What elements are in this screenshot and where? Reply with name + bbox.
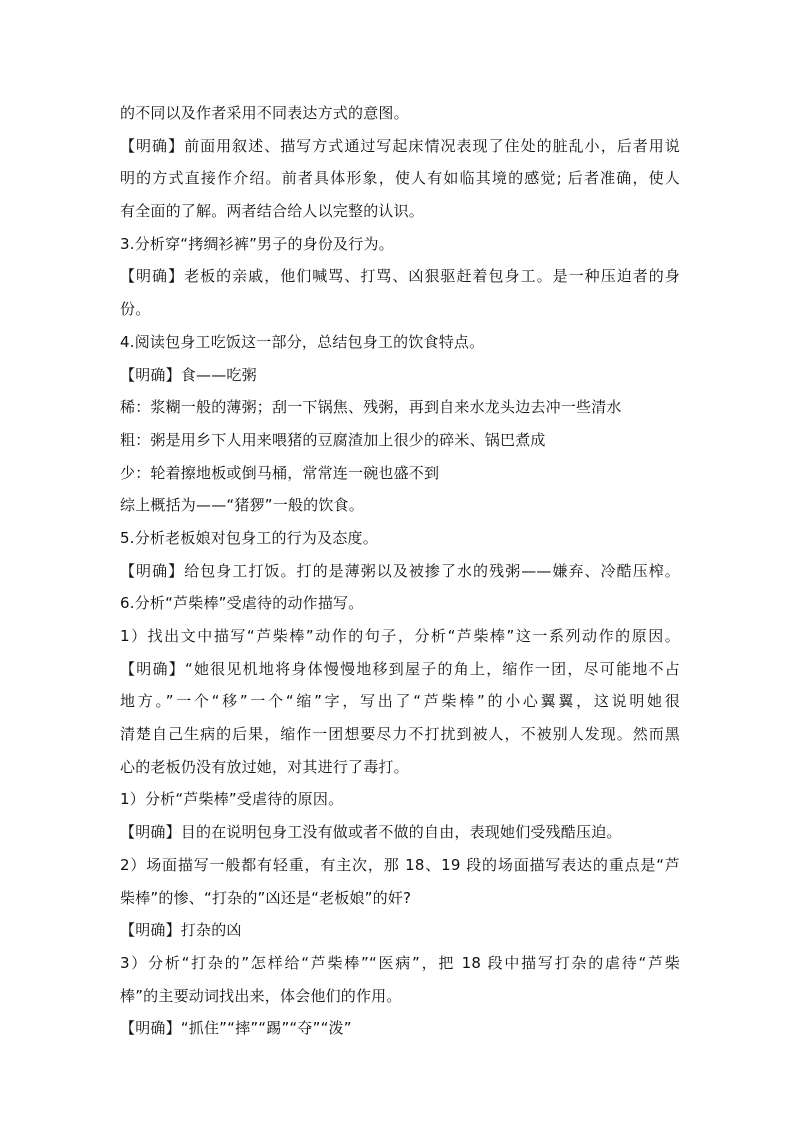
text-line: 【明确】打杂的凶 (120, 921, 242, 940)
text-line: 稀：浆糊一般的薄粥；刮一下锅焦、残粥，再到自来水龙头边去冲一些清水 (120, 398, 622, 417)
question-heading: 4.阅读包身工吃饭这一部分，总结包身工的饮食特点。 (120, 332, 485, 351)
text-line: 柴棒”的惨、“打杂的”凶还是“老板娘”的奸? (120, 888, 412, 907)
text-line: 份。 (120, 300, 151, 319)
text-line: 1）分析“芦柴棒”受虐待的原因。 (120, 790, 344, 809)
text-line: 【明确】老板的亲戚，他们喊骂、打骂、凶狠驱赶着包身工。是一种压迫者的身 (120, 267, 680, 286)
text-line: 2）场面描写一般都有轻重，有主次，那 18、19 段的场面描写表达的重点是“芦 (120, 855, 680, 874)
text-line: 【明确】食——吃粥 (120, 365, 257, 384)
text-line: 棒”的主要动词找出来，体会他们的作用。 (120, 986, 402, 1005)
text-line: 【明确】目的在说明包身工没有做或者不做的自由，表现她们受残酷压迫。 (120, 823, 622, 842)
text-line: 清楚自己生病的后果，缩作一团想要尽力不打扰到被人，不被别人发现。然而黑 (120, 725, 680, 744)
text-line: 1）找出文中描写“芦柴棒”动作的句子，分析“芦柴棒”这一系列动作的原因。 (120, 627, 680, 645)
text-line: 心的老板仍没有放过她，对其进行了毒打。 (120, 757, 409, 776)
question-heading: 3.分析穿“拷绸衫裤”男子的身份及行为。 (120, 234, 394, 253)
text-line: 明的方式直接作介绍。前者具体形象，使人有如临其境的感觉; 后者准确，使人 (120, 169, 680, 188)
text-line: 的不同以及作者采用不同表达方式的意图。 (120, 104, 409, 122)
question-heading: 6.分析“芦柴棒”受虐待的动作描写。 (120, 594, 364, 613)
text-line: 少：轮着擦地板或倒马桶，常常连一碗也盛不到 (120, 463, 440, 482)
text-line: 【明确】给包身工打饭。打的是薄粥以及被掺了水的残粥——嫌弃、冷酷压榨。 (120, 561, 680, 580)
text-line: 【明确】前面用叙述、描写方式通过写起床情况表现了住处的脏乱小，后者用说 (120, 136, 680, 155)
text-line: 综上概括为——“猪猡”一般的饮食。 (120, 496, 364, 515)
text-line: 【明确】“她很见机地将身体慢慢地移到屋子的角上，缩作一团，尽可能地不占 (120, 659, 680, 678)
text-line: 3）分析“打杂的”怎样给“芦柴棒”“医病”，把 18 段中描写打杂的虐待“芦柴 (120, 953, 680, 972)
text-line: 【明确】“抓住”“摔”“踢”“夺”“泼” (120, 1019, 352, 1038)
text-line: 地方。”一个“移”一个“缩”字，写出了“芦柴棒”的小心翼翼，这说明她很 (120, 692, 680, 711)
text-line: 粗：粥是用乡下人用来喂猪的豆腐渣加上很少的碎米、锅巴煮成 (120, 430, 546, 449)
document-body (120, 97, 680, 1045)
text-line: 有全面的了解。两者结合给人以完整的认识。 (120, 202, 425, 221)
question-heading: 5.分析老板娘对包身工的行为及态度。 (120, 528, 378, 547)
